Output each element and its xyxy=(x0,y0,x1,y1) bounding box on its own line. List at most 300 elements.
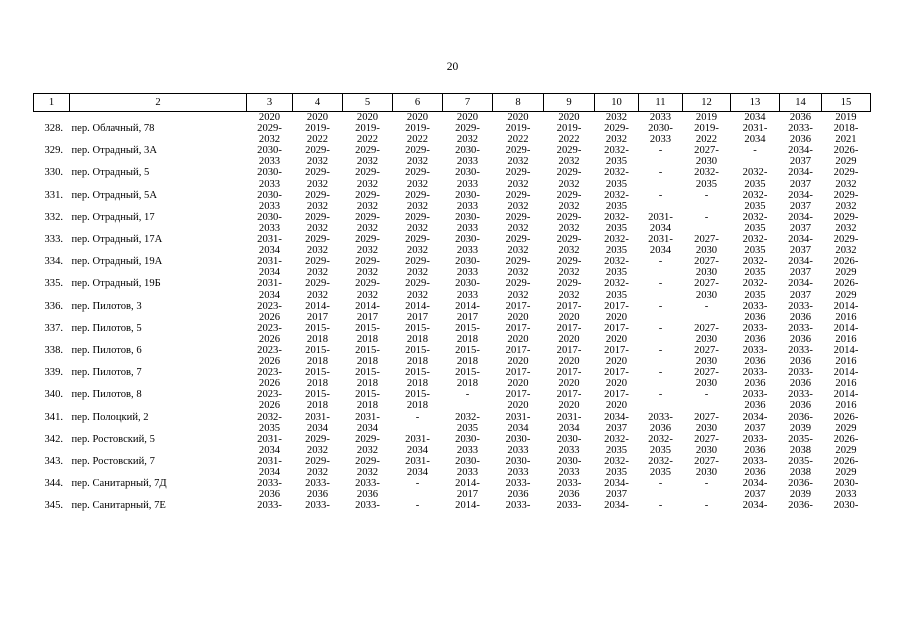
range-start: 2019- xyxy=(505,123,531,135)
range-start: 2014- xyxy=(355,300,380,312)
range-start: 2027- xyxy=(694,433,719,445)
range-end: 2017 xyxy=(456,489,479,501)
range-start: 2029- xyxy=(355,234,380,246)
range-start: 2031- xyxy=(305,411,330,423)
range-start: - xyxy=(658,500,663,512)
range-start: - xyxy=(704,478,709,490)
range-end: 2033 xyxy=(456,444,479,456)
range-end: 2032 xyxy=(406,156,429,168)
year-range-cell xyxy=(247,389,293,411)
range-end: 2022 xyxy=(558,134,580,146)
range-start: 2017- xyxy=(556,300,582,312)
year-range-cell xyxy=(822,367,871,389)
year-range-cell xyxy=(683,123,731,145)
range-start: 2030- xyxy=(833,478,859,490)
range-start: 2030- xyxy=(455,211,480,223)
year-range-cell xyxy=(493,367,544,389)
year-range-cell xyxy=(393,123,443,145)
range-end xyxy=(393,423,443,434)
range-start: 2029- xyxy=(305,167,330,179)
year-range-cell xyxy=(544,234,595,256)
range-end: 2032 xyxy=(558,222,580,234)
range-end: 2020 xyxy=(605,378,628,390)
range-start: 2015- xyxy=(405,322,430,334)
range-end xyxy=(393,511,443,522)
range-start: 2015- xyxy=(455,344,480,356)
range-start: 2014- xyxy=(455,500,480,512)
range-start: 2023- xyxy=(257,300,282,312)
range-end: 2032 xyxy=(356,245,379,257)
range-start: 2014- xyxy=(833,367,859,379)
range-end: 2032 xyxy=(306,444,329,456)
year-range-cell xyxy=(443,500,493,522)
range-end xyxy=(639,511,683,522)
header-cell: 2 xyxy=(70,94,247,112)
range-end: 2033 xyxy=(456,178,479,190)
range-end: 2018 xyxy=(406,333,429,345)
range-end: 2032 xyxy=(558,245,580,257)
table-row xyxy=(34,190,871,212)
address-name: пер. Полоцкий, 2 xyxy=(71,411,149,423)
year-range-cell xyxy=(544,389,595,411)
range-start: 2029- xyxy=(405,211,430,223)
year-range-cell xyxy=(493,478,544,500)
range-end: 2032 xyxy=(306,178,329,190)
range-end: 2030 xyxy=(695,467,718,478)
range-end: 2034 xyxy=(649,222,672,234)
range-start: 2030- xyxy=(455,189,480,201)
range-end: 2018 xyxy=(306,333,329,345)
year-range-cell xyxy=(343,234,393,256)
year-range-cell xyxy=(683,212,731,234)
year-range-cell xyxy=(639,234,683,256)
range-end: 2017 xyxy=(456,311,479,323)
range-end: 2036 xyxy=(789,356,812,368)
range-start: 2017- xyxy=(505,300,531,312)
year-range-cell xyxy=(683,145,731,167)
row-number: 336. xyxy=(44,300,64,312)
table-body xyxy=(34,112,871,523)
year-range-cell xyxy=(544,345,595,367)
range-start: - xyxy=(753,145,757,157)
year-range-cell xyxy=(343,301,393,323)
address-name: пер. Отрадный, 19А xyxy=(71,256,163,268)
range-start: 2015- xyxy=(305,389,330,401)
header-cell: 14 xyxy=(780,94,822,112)
year-range-cell xyxy=(822,190,871,212)
range-start: 2029- xyxy=(505,189,531,201)
range-start: 2029- xyxy=(355,211,380,223)
range-start: 2029- xyxy=(305,433,330,445)
range-start: 2027- xyxy=(694,256,719,268)
range-start: 2032- xyxy=(604,234,629,246)
range-end: 2034 xyxy=(258,467,281,478)
address-name: пер. Пилотов, 7 xyxy=(71,367,142,379)
year-range-cell xyxy=(343,212,393,234)
year-range-cell xyxy=(683,456,731,478)
range-end xyxy=(822,511,871,522)
year-range-cell xyxy=(247,478,293,500)
year-range-cell xyxy=(393,412,443,434)
range-start: - xyxy=(658,322,663,334)
range-end: 2036 xyxy=(789,333,812,345)
range-start: 2030- xyxy=(257,189,282,201)
range-end: 2036 xyxy=(789,400,812,412)
range-start: 2015- xyxy=(305,322,330,334)
carry-over-cell: 2019 xyxy=(695,112,718,123)
range-start: 2027- xyxy=(694,145,719,157)
year-range-cell xyxy=(343,367,393,389)
range-end: 2020 xyxy=(507,356,529,368)
year-range-cell xyxy=(683,256,731,278)
year-range-cell xyxy=(822,323,871,345)
year-range-cell xyxy=(343,190,393,212)
range-start: - xyxy=(658,367,663,379)
range-end: 2018 xyxy=(306,356,329,368)
range-end: 2036 xyxy=(306,489,329,501)
range-start: 2033- xyxy=(788,367,813,379)
range-end: 2032 xyxy=(456,134,479,146)
year-range-cell xyxy=(393,389,443,411)
range-end: 2035 xyxy=(744,200,766,212)
range-end: 2032 xyxy=(258,134,281,146)
range-start: 2033- xyxy=(257,500,282,512)
year-range-cell xyxy=(293,301,343,323)
schedule-table xyxy=(33,93,871,522)
year-range-cell xyxy=(639,389,683,411)
range-start: 2017- xyxy=(604,389,629,401)
range-end: 2032 xyxy=(306,156,329,168)
year-range-cell xyxy=(544,412,595,434)
range-start: 2019- xyxy=(305,123,330,135)
range-start: 2030- xyxy=(505,433,531,445)
year-range-cell xyxy=(247,278,293,300)
range-start: 2017- xyxy=(505,344,531,356)
year-range-cell xyxy=(639,412,683,434)
year-range-cell xyxy=(293,256,343,278)
year-range-cell xyxy=(493,345,544,367)
range-end xyxy=(639,201,683,212)
range-start: - xyxy=(704,189,709,201)
range-start: 2015- xyxy=(405,367,430,379)
year-range-cell xyxy=(731,145,780,167)
range-start: 2033- xyxy=(648,411,673,423)
year-range-cell xyxy=(544,301,595,323)
carry-over-cell: 2020 xyxy=(306,112,329,123)
range-end: 2035 xyxy=(605,467,628,478)
range-start: 2031- xyxy=(742,123,768,135)
empty-cell xyxy=(70,112,247,124)
header-cell: 6 xyxy=(393,94,443,112)
header-cell: 5 xyxy=(343,94,393,112)
range-end: 2018 xyxy=(356,378,379,390)
address-name: пер. Отрадный, 3А xyxy=(71,145,157,157)
range-start: 2029- xyxy=(355,278,380,290)
year-range-cell xyxy=(493,412,544,434)
address-name: пер. Отрадный, 19Б xyxy=(71,278,161,290)
year-range-cell xyxy=(595,123,639,145)
table-row xyxy=(34,389,871,411)
range-start: 2035- xyxy=(788,433,813,445)
range-end xyxy=(639,179,683,190)
year-range-cell xyxy=(639,500,683,522)
range-start: 2032- xyxy=(604,211,629,223)
address-name: пер. Отрадный, 17 xyxy=(71,211,155,223)
range-start: 2032- xyxy=(742,278,768,290)
range-start: 2017- xyxy=(556,322,582,334)
range-start: 2030- xyxy=(455,433,480,445)
range-start: - xyxy=(704,300,709,312)
range-end: 2030 xyxy=(695,289,718,301)
year-range-cell xyxy=(780,234,822,256)
range-end: 2032 xyxy=(356,200,379,212)
year-range-cell xyxy=(393,234,443,256)
range-start: 2031- xyxy=(556,411,582,423)
range-start: 2015- xyxy=(455,367,480,379)
year-range-cell xyxy=(639,167,683,189)
range-end: 2036 xyxy=(356,489,379,501)
range-end: 2032 xyxy=(356,289,379,301)
range-end: 2022 xyxy=(356,134,379,146)
year-range-cell xyxy=(393,500,443,522)
year-range-cell xyxy=(822,145,871,167)
range-start: 2029- xyxy=(305,145,330,157)
range-end: 2032 xyxy=(558,156,580,168)
year-range-cell xyxy=(780,212,822,234)
year-range-cell xyxy=(683,301,731,323)
year-range-cell xyxy=(247,256,293,278)
range-start: 2014- xyxy=(833,389,859,401)
range-start: 2031- xyxy=(257,278,282,290)
range-start: 2015- xyxy=(355,344,380,356)
range-end xyxy=(780,511,822,522)
year-range-cell xyxy=(639,345,683,367)
range-end: 2017 xyxy=(406,311,429,323)
header-cell: 8 xyxy=(493,94,544,112)
range-end xyxy=(343,511,393,522)
range-end: 2032 xyxy=(406,222,429,234)
range-end xyxy=(639,356,683,367)
year-range-cell xyxy=(731,167,780,189)
year-range-cell xyxy=(595,389,639,411)
year-range-cell xyxy=(731,434,780,456)
row-number: 344. xyxy=(44,478,64,490)
range-end xyxy=(293,511,343,522)
range-end: 2018 xyxy=(456,333,479,345)
range-end: 2036 xyxy=(507,489,529,501)
year-range-cell xyxy=(493,256,544,278)
range-start: 2032- xyxy=(648,455,673,467)
range-start: - xyxy=(465,389,470,401)
range-end xyxy=(639,334,683,345)
range-end: 2033 xyxy=(558,467,580,478)
range-end xyxy=(639,400,683,411)
range-start: - xyxy=(415,500,420,512)
page-number: 20 xyxy=(446,61,459,73)
range-end: 2035 xyxy=(744,178,766,190)
year-range-cell xyxy=(493,301,544,323)
range-start: 2015- xyxy=(405,389,430,401)
year-range-cell xyxy=(247,323,293,345)
range-end: 2030 xyxy=(695,267,718,279)
range-end: 2034 xyxy=(406,444,429,456)
year-range-cell xyxy=(393,278,443,300)
carry-over-cell: 2020 xyxy=(356,112,379,123)
year-range-cell xyxy=(393,167,443,189)
year-range-cell xyxy=(822,412,871,434)
range-start: 2030- xyxy=(505,455,531,467)
year-range-cell xyxy=(780,500,822,522)
range-start: 2032- xyxy=(604,278,629,290)
address-name: пер. Ростовский, 5 xyxy=(71,433,155,445)
range-end xyxy=(443,511,493,522)
year-range-cell xyxy=(293,367,343,389)
range-end: 2020 xyxy=(558,400,580,412)
range-start: 2017- xyxy=(556,344,582,356)
range-end: 2032 xyxy=(306,289,329,301)
row-number: 328. xyxy=(44,123,64,135)
header-cell: 4 xyxy=(293,94,343,112)
range-end: 2033 xyxy=(649,134,672,146)
range-start: 2014- xyxy=(455,478,480,490)
year-range-cell xyxy=(595,367,639,389)
year-range-cell xyxy=(343,456,393,478)
range-start: 2029- xyxy=(305,189,330,201)
year-range-cell xyxy=(293,412,343,434)
range-start: 2027- xyxy=(694,322,719,334)
year-range-cell xyxy=(639,301,683,323)
range-end xyxy=(683,400,731,411)
year-range-cell xyxy=(293,478,343,500)
header-cell: 7 xyxy=(443,94,493,112)
header-cell: 11 xyxy=(639,94,683,112)
range-end: 2020 xyxy=(558,378,580,390)
range-start: 2034- xyxy=(604,500,629,512)
year-range-cell xyxy=(780,434,822,456)
year-range-cell xyxy=(731,278,780,300)
range-start: 2029- xyxy=(833,167,859,179)
range-start: 2014- xyxy=(305,300,330,312)
address-name: пер. Санитарный, 7Д xyxy=(71,478,167,490)
range-end: 2032 xyxy=(356,178,379,190)
row-number: 334. xyxy=(44,256,64,268)
range-start: 2033- xyxy=(788,300,813,312)
year-range-cell xyxy=(443,478,493,500)
range-end: 2030 xyxy=(695,422,718,434)
year-range-cell xyxy=(595,345,639,367)
range-end: 2029 xyxy=(835,422,857,434)
range-start: 2029- xyxy=(556,189,582,201)
range-end: 2020 xyxy=(605,356,628,368)
range-start: - xyxy=(658,389,663,401)
year-range-cell xyxy=(393,212,443,234)
range-start: 2033- xyxy=(742,433,768,445)
range-start: 2026- xyxy=(833,256,859,268)
year-range-cell xyxy=(247,212,293,234)
year-range-cell xyxy=(595,256,639,278)
range-start: 2017- xyxy=(604,300,629,312)
range-start: - xyxy=(704,211,709,223)
range-start: 2032- xyxy=(257,411,282,423)
range-start: 2033- xyxy=(788,389,813,401)
year-range-cell xyxy=(247,456,293,478)
range-start: 2029- xyxy=(355,167,380,179)
range-start: 2014- xyxy=(455,300,480,312)
year-range-cell xyxy=(544,167,595,189)
range-start: 2032- xyxy=(742,189,768,201)
range-end: 2032 xyxy=(558,178,580,190)
year-range-cell xyxy=(443,345,493,367)
year-range-cell xyxy=(247,434,293,456)
year-range-cell xyxy=(293,278,343,300)
range-start: 2034- xyxy=(788,145,813,157)
range-end xyxy=(683,511,731,522)
range-start: 2036- xyxy=(788,500,813,512)
year-range-cell xyxy=(780,456,822,478)
table-row xyxy=(34,256,871,278)
row-number: 330. xyxy=(44,167,64,179)
row-number: 333. xyxy=(44,234,64,246)
range-end: 2026 xyxy=(258,378,281,390)
range-start: 2029- xyxy=(505,211,531,223)
range-end: 2036 xyxy=(789,134,812,146)
year-range-cell xyxy=(343,323,393,345)
year-range-cell xyxy=(393,256,443,278)
year-range-cell xyxy=(343,167,393,189)
range-start: - xyxy=(658,478,663,490)
year-range-cell xyxy=(683,345,731,367)
range-end: 2035 xyxy=(605,156,628,168)
range-end: 2032 xyxy=(306,200,329,212)
range-start: 2031- xyxy=(648,211,673,223)
year-range-cell xyxy=(639,434,683,456)
range-start: 2033- xyxy=(742,322,768,334)
range-end: 2037 xyxy=(789,200,812,212)
year-range-cell xyxy=(822,345,871,367)
table-row xyxy=(34,234,871,256)
carry-over-cell: 2020 xyxy=(258,112,281,123)
range-start: 2033- xyxy=(742,367,768,379)
row-number: 342. xyxy=(44,433,64,445)
address-name: пер. Пилотов, 5 xyxy=(71,322,142,334)
year-range-cell xyxy=(247,412,293,434)
range-start: 2029- xyxy=(305,455,330,467)
year-range-cell xyxy=(393,478,443,500)
range-start: 2032- xyxy=(455,411,480,423)
range-start: 2030- xyxy=(455,167,480,179)
range-start: 2017- xyxy=(604,322,629,334)
range-end: 2022 xyxy=(507,134,529,146)
table-row xyxy=(34,323,871,345)
range-start: 2029- xyxy=(556,211,582,223)
range-start: - xyxy=(415,478,420,490)
range-end: 2038 xyxy=(789,444,812,456)
row-number: 339. xyxy=(44,367,64,379)
row-number: 331. xyxy=(44,189,64,201)
address-name: пер. Отрадный, 5 xyxy=(71,167,150,179)
range-end: 2033 xyxy=(456,222,479,234)
address-name: пер. Отрадный, 5А xyxy=(71,189,157,201)
range-start: 2027- xyxy=(694,455,719,467)
range-end: 2030 xyxy=(695,444,718,456)
year-range-cell xyxy=(293,389,343,411)
range-start: 2017- xyxy=(604,344,629,356)
year-range-cell xyxy=(780,323,822,345)
table-row xyxy=(34,478,871,500)
range-start: 2033- xyxy=(505,478,531,490)
range-end: 2032 xyxy=(406,200,429,212)
range-start: 2026- xyxy=(833,145,859,157)
